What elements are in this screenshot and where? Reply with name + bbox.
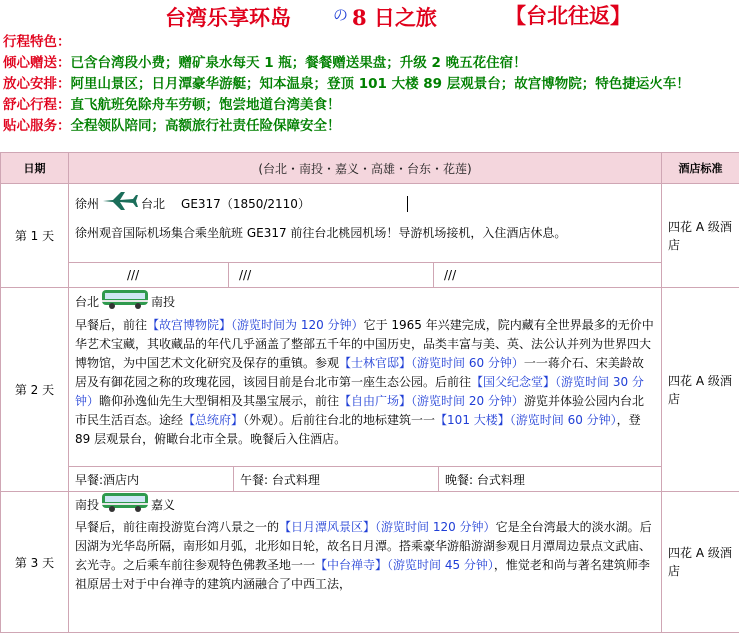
features-section <box>3 32 738 137</box>
feature-label: 倾心赠送： <box>3 53 71 74</box>
hotel-standard: 四花 A 级酒店 <box>662 184 739 288</box>
route-line <box>75 492 655 518</box>
itinerary-title <box>0 0 739 30</box>
flight-info: GE317（1850/2110） <box>181 195 310 214</box>
day-content <box>69 288 662 467</box>
meal-dinner: /// <box>434 263 661 287</box>
meal-row <box>1 467 739 492</box>
bus-icon <box>101 491 149 519</box>
feature-label: 放心安排： <box>3 74 71 95</box>
feature-label: 贴心服务： <box>3 116 71 137</box>
route-line <box>75 184 655 224</box>
feature-text: 直飞航班免除舟车劳顿；饱尝地道台湾美食！ <box>71 95 341 116</box>
title-route: 【台北往返】 <box>505 0 631 30</box>
meal-breakfast: 早餐:酒店内 <box>69 467 234 491</box>
day-row <box>1 492 739 633</box>
day-description: 徐州观音国际机场集合乘坐航班 GE317 前往台北桃园机场！导游机场接机，入住酒店休息。 <box>75 224 655 243</box>
route-line <box>75 288 655 316</box>
header-cities: (台北・南投・嘉义・高雄・台东・花莲) <box>69 153 662 184</box>
day-row <box>1 288 739 467</box>
feature-item <box>3 74 738 95</box>
day-content <box>69 184 662 263</box>
day-label: 第 1 天 <box>1 184 69 288</box>
feature-text: 全程领队陪同；高额旅行社责任险保障安全！ <box>71 116 341 137</box>
title-days: 8 日之旅 <box>352 2 437 32</box>
bus-icon <box>101 288 149 316</box>
day-description: 早餐后，前往【故宫博物院】（游览时间为 120 分钟）它于 1965 年兴建完成，院内藏有全世界最多的无价中华艺术宝藏，其收藏品的年代几乎涵盖了整部五千年的中国历史，品类丰富与美、英、法公认并列为世界四大博物馆，为中国艺术文化研究及保存的重镇。参观【士林官邸】（游览时间 60 分钟）一一蒋介石、宋美龄故居及有御花园之称的玫瑰花园，该园目前是台北市第一座生态公园。后前往【国父纪念堂】（游览时间 30 分钟）瞻仰孙逸仙先生大型铜相及其墨宝展示，前往【自由广场】（游览时间 20 分钟）游览并体验公园内台北市民生活百态。途经【总统府】（外观）。后前往台北的地标建筑一一【101 大楼】（游览时间 60 分钟），登 89 层观景台，俯瞰台北市全景。晚餐后入住酒店。 <box>75 316 655 449</box>
text-cursor <box>407 196 408 212</box>
route-to: 嘉义 <box>151 496 175 515</box>
features-heading: 行程特色： <box>3 32 738 53</box>
hotel-standard: 四花 A 级酒店 <box>662 288 739 492</box>
meal-row <box>1 263 739 288</box>
meal-lunch: 午餐: 台式料理 <box>234 467 439 491</box>
feature-text: 阿里山景区；日月潭豪华游艇；知本温泉；登顶 101 大楼 89 层观景台；故宫博物院；特色捷运火车！ <box>71 74 690 95</box>
title-main: 台湾乐享环岛 <box>165 2 291 32</box>
day-label: 第 3 天 <box>1 492 69 633</box>
title-no: の <box>333 4 348 25</box>
feature-text: 已含台湾段小费；赠矿泉水每天 1 瓶；餐餐赠送果盘；升级 2 晚五花住宿！ <box>71 53 527 74</box>
route-to: 台北 <box>141 195 165 214</box>
route-to: 南投 <box>151 293 175 312</box>
meal-dinner: 晚餐: 台式料理 <box>439 467 661 491</box>
day-row <box>1 184 739 263</box>
meal-breakfast: /// <box>69 263 229 287</box>
meals-cell <box>69 467 662 492</box>
feature-item <box>3 53 738 74</box>
airplane-icon <box>101 190 139 218</box>
feature-item <box>3 95 738 116</box>
route-from: 台北 <box>75 293 99 312</box>
itinerary-table <box>0 152 739 633</box>
feature-item <box>3 116 738 137</box>
day-description: 早餐后，前往南投游览台湾八景之一的【日月潭风景区】（游览时间 120 分钟）它是全台湾最大的淡水湖。后因湖为光华岛所隔，南形如月弧，北形如日轮，故名日月潭。搭乘豪华游船游湖参观日月潭周边景点文武庙、玄光寺。之后乘车前往参观特色佛教圣地一一【中台禅寺】（游览时间 45 分钟），惟觉老和尚与著名建筑师李祖原居士对于中台禅寺的建筑内涵融合了中西工法， <box>75 518 655 594</box>
header-hotel: 酒店标准 <box>662 153 739 184</box>
meal-lunch: /// <box>229 263 434 287</box>
route-from: 徐州 <box>75 195 99 214</box>
header-date: 日期 <box>1 153 69 184</box>
route-from: 南投 <box>75 496 99 515</box>
day-content <box>69 492 662 633</box>
hotel-standard: 四花 A 级酒店 <box>662 492 739 633</box>
day-label: 第 2 天 <box>1 288 69 492</box>
table-header-row <box>1 153 739 184</box>
feature-label: 舒心行程： <box>3 95 71 116</box>
meals-cell <box>69 263 662 288</box>
